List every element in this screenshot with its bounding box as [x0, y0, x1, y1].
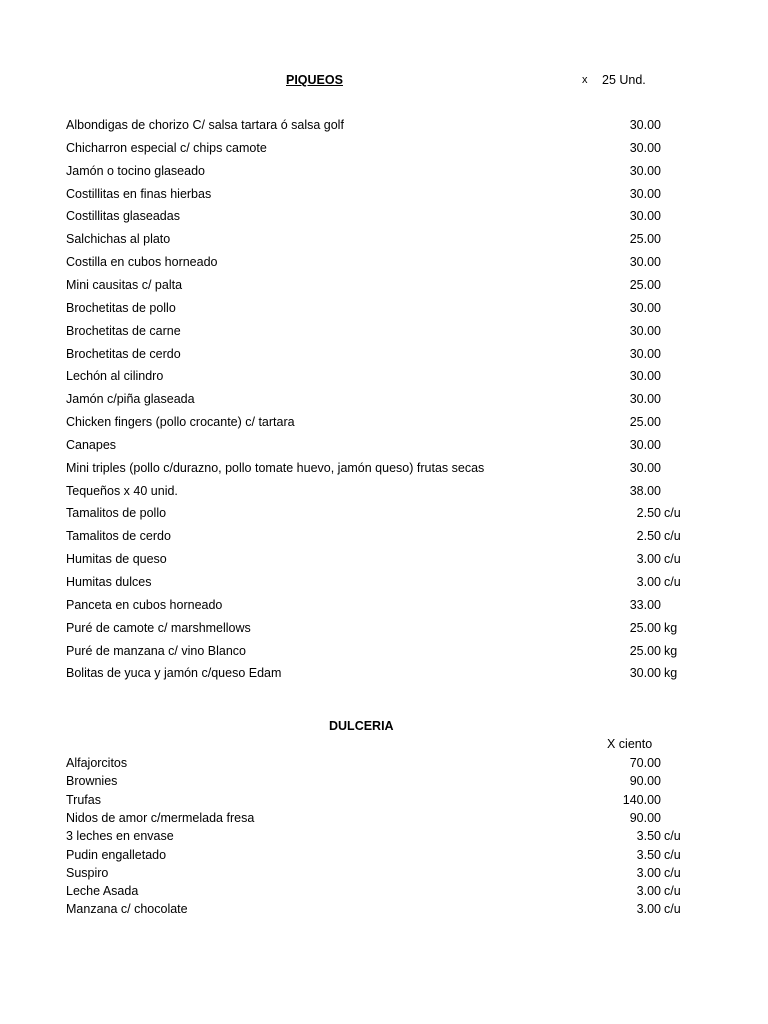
item-unit: kg [664, 620, 678, 635]
item-price: 70.00 [629, 756, 661, 770]
piqueos-header-qty: 25 Und. [602, 73, 646, 87]
item-price: 30.00 [629, 369, 661, 384]
item-price: 30.00 [629, 666, 661, 681]
item-name: Canapes [66, 437, 117, 452]
dulceria-title: DULCERIA [329, 719, 394, 733]
item-name: Costillitas glaseadas [66, 209, 180, 224]
item-price: 3.00 [636, 884, 661, 899]
dulceria-header: X ciento [607, 737, 653, 751]
item-unit: kg [664, 643, 678, 658]
item-name: Humitas dulces [66, 575, 152, 589]
item-price: 3.00 [636, 575, 661, 589]
item-unit: c/u [664, 529, 681, 544]
item-name: Puré de camote c/ marshmellows [66, 620, 251, 635]
item-unit: c/u [664, 575, 681, 589]
item-price: 3.50 [636, 847, 661, 862]
item-name: Tequeños x 40 unid. [66, 483, 178, 498]
item-price: 3.00 [636, 552, 661, 567]
item-name: Chicharron especial c/ chips camote [66, 140, 267, 155]
piqueos-title: PIQUEOS [286, 73, 343, 87]
item-name: Humitas de queso [66, 552, 167, 567]
item-unit: kg [664, 666, 678, 681]
item-price: 38.00 [629, 483, 661, 498]
item-name: Mini causitas c/ palta [66, 277, 183, 292]
item-name: Brochetitas de cerdo [66, 346, 181, 361]
item-name: Costillitas en finas hierbas [66, 186, 212, 201]
item-name: Alfajorcitos [66, 756, 128, 770]
item-name: Costilla en cubos horneado [66, 255, 218, 270]
item-price: 30.00 [629, 186, 661, 201]
item-price: 30.00 [629, 346, 661, 361]
item-name: Albondigas de chorizo C/ salsa tartara ó salsa golf [66, 118, 344, 132]
item-price: 3.50 [636, 829, 661, 844]
item-name: 3 leches en envase [66, 829, 174, 844]
item-name: Brochetitas de pollo [66, 300, 176, 315]
item-name: Leche Asada [66, 884, 139, 899]
item-unit: c/u [664, 884, 681, 899]
item-price: 25.00 [629, 232, 661, 247]
item-price: 25.00 [629, 277, 661, 292]
item-price: 30.00 [629, 163, 661, 178]
item-name: Mini triples (pollo c/durazno, pollo tomate huevo, jamón queso) frutas secas [66, 460, 485, 475]
item-name: Salchichas al plato [66, 232, 171, 247]
item-name: Puré de manzana c/ vino Blanco [66, 643, 246, 658]
item-unit: c/u [664, 847, 681, 862]
item-unit: c/u [664, 506, 681, 521]
item-price: 30.00 [629, 392, 661, 407]
item-price: 33.00 [629, 597, 661, 612]
piqueos-header-x: x [582, 74, 588, 86]
item-unit: c/u [664, 552, 681, 567]
item-price: 30.00 [629, 140, 661, 155]
item-price: 3.00 [636, 865, 661, 880]
item-price: 90.00 [629, 810, 661, 825]
item-name: Jamón o tocino glaseado [66, 163, 205, 178]
item-price: 30.00 [629, 118, 661, 132]
item-name: Pudin engalletado [66, 847, 167, 862]
item-name: Chicken fingers (pollo crocante) c/ tartara [66, 415, 295, 430]
item-price: 30.00 [629, 460, 661, 475]
item-name: Brownies [66, 774, 118, 789]
item-price: 30.00 [629, 323, 661, 338]
item-price: 30.00 [629, 437, 661, 452]
item-name: Tamalitos de cerdo [66, 529, 171, 544]
item-price: 30.00 [629, 209, 661, 224]
item-name: Manzana c/ chocolate [66, 902, 188, 917]
item-name: Suspiro [66, 865, 109, 880]
item-price: 25.00 [629, 415, 661, 430]
item-price: 25.00 [629, 620, 661, 635]
item-price: 3.00 [636, 902, 661, 917]
item-price: 30.00 [629, 300, 661, 315]
item-price: 30.00 [629, 255, 661, 270]
item-price: 2.50 [636, 506, 661, 521]
item-unit: c/u [664, 902, 681, 917]
item-name: Bolitas de yuca y jamón c/queso Edam [66, 666, 282, 681]
item-name: Trufas [66, 792, 101, 807]
item-name: Lechón al cilindro [66, 369, 164, 384]
item-name: Panceta en cubos horneado [66, 597, 223, 612]
item-unit: c/u [664, 829, 681, 844]
item-unit: c/u [664, 865, 681, 880]
item-price: 140.00 [622, 792, 661, 807]
item-price: 90.00 [629, 774, 661, 789]
item-name: Nidos de amor c/mermelada fresa [66, 810, 255, 825]
item-name: Tamalitos de pollo [66, 506, 167, 521]
item-price: 25.00 [629, 643, 661, 658]
item-name: Brochetitas de carne [66, 323, 181, 338]
item-name: Jamón c/piña glaseada [66, 392, 195, 407]
item-price: 2.50 [636, 529, 661, 544]
